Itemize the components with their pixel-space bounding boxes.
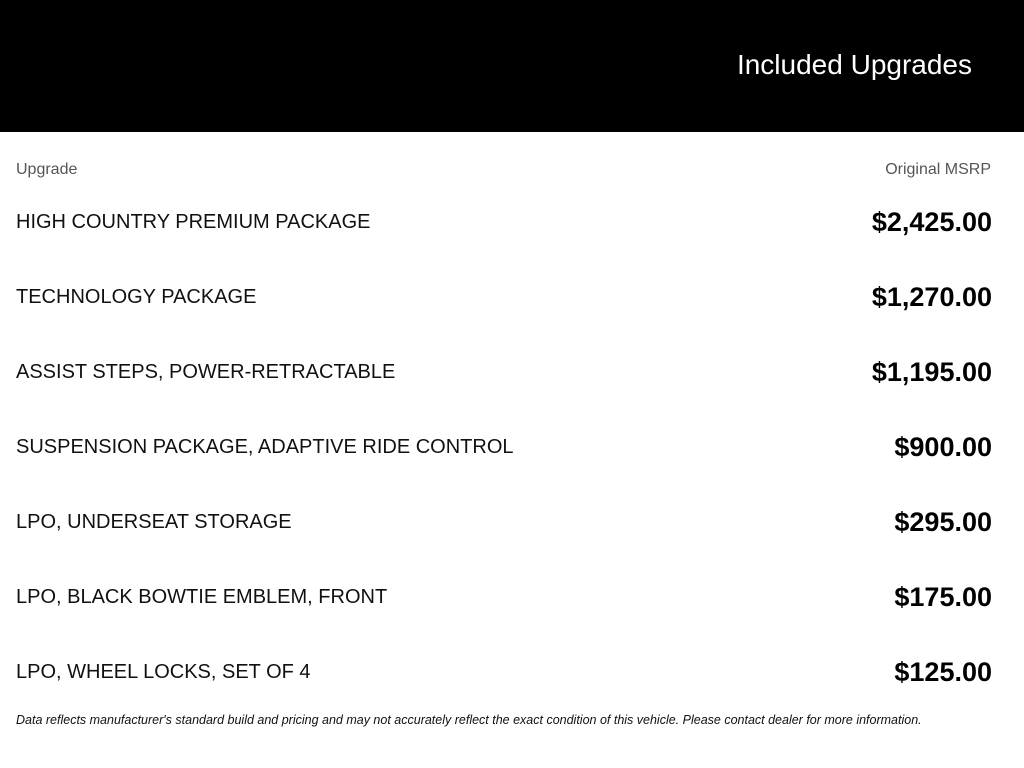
list-item <box>0 577 1024 617</box>
column-header-msrp: Original MSRP <box>885 161 991 178</box>
upgrade-price: $1,270.00 <box>871 282 992 312</box>
upgrade-name: ASSIST STEPS, POWER-RETRACTABLE <box>16 361 396 383</box>
upgrade-name: TECHNOLOGY PACKAGE <box>16 286 257 308</box>
upgrade-price: $1,195.00 <box>871 357 992 387</box>
upgrade-price: $125.00 <box>894 657 992 687</box>
upgrade-price: $2,425.00 <box>871 207 992 237</box>
disclaimer-text: Data reflects manufacturer's standard build and pricing and may not accurately reflect the exact condition of this vehicle. Please contact dealer for more information. <box>16 713 922 727</box>
upgrade-price: $900.00 <box>894 432 992 462</box>
page-title: Included Upgrades <box>736 49 972 80</box>
upgrade-name: HIGH COUNTRY PREMIUM PACKAGE <box>16 211 371 233</box>
list-item <box>0 427 1024 467</box>
upgrade-name: LPO, BLACK BOWTIE EMBLEM, FRONT <box>16 586 388 608</box>
upgrade-name: LPO, WHEEL LOCKS, SET OF 4 <box>16 661 311 683</box>
list-item <box>0 502 1024 542</box>
upgrade-name: SUSPENSION PACKAGE, ADAPTIVE RIDE CONTROL <box>16 436 514 458</box>
list-item <box>0 202 1024 242</box>
list-item <box>0 652 1024 692</box>
upgrade-price: $175.00 <box>894 582 992 612</box>
list-item <box>0 277 1024 317</box>
upgrade-name: LPO, UNDERSEAT STORAGE <box>16 511 292 533</box>
header-banner <box>0 0 1024 132</box>
upgrade-price: $295.00 <box>894 507 992 537</box>
column-header-upgrade: Upgrade <box>16 161 78 178</box>
list-item <box>0 352 1024 392</box>
